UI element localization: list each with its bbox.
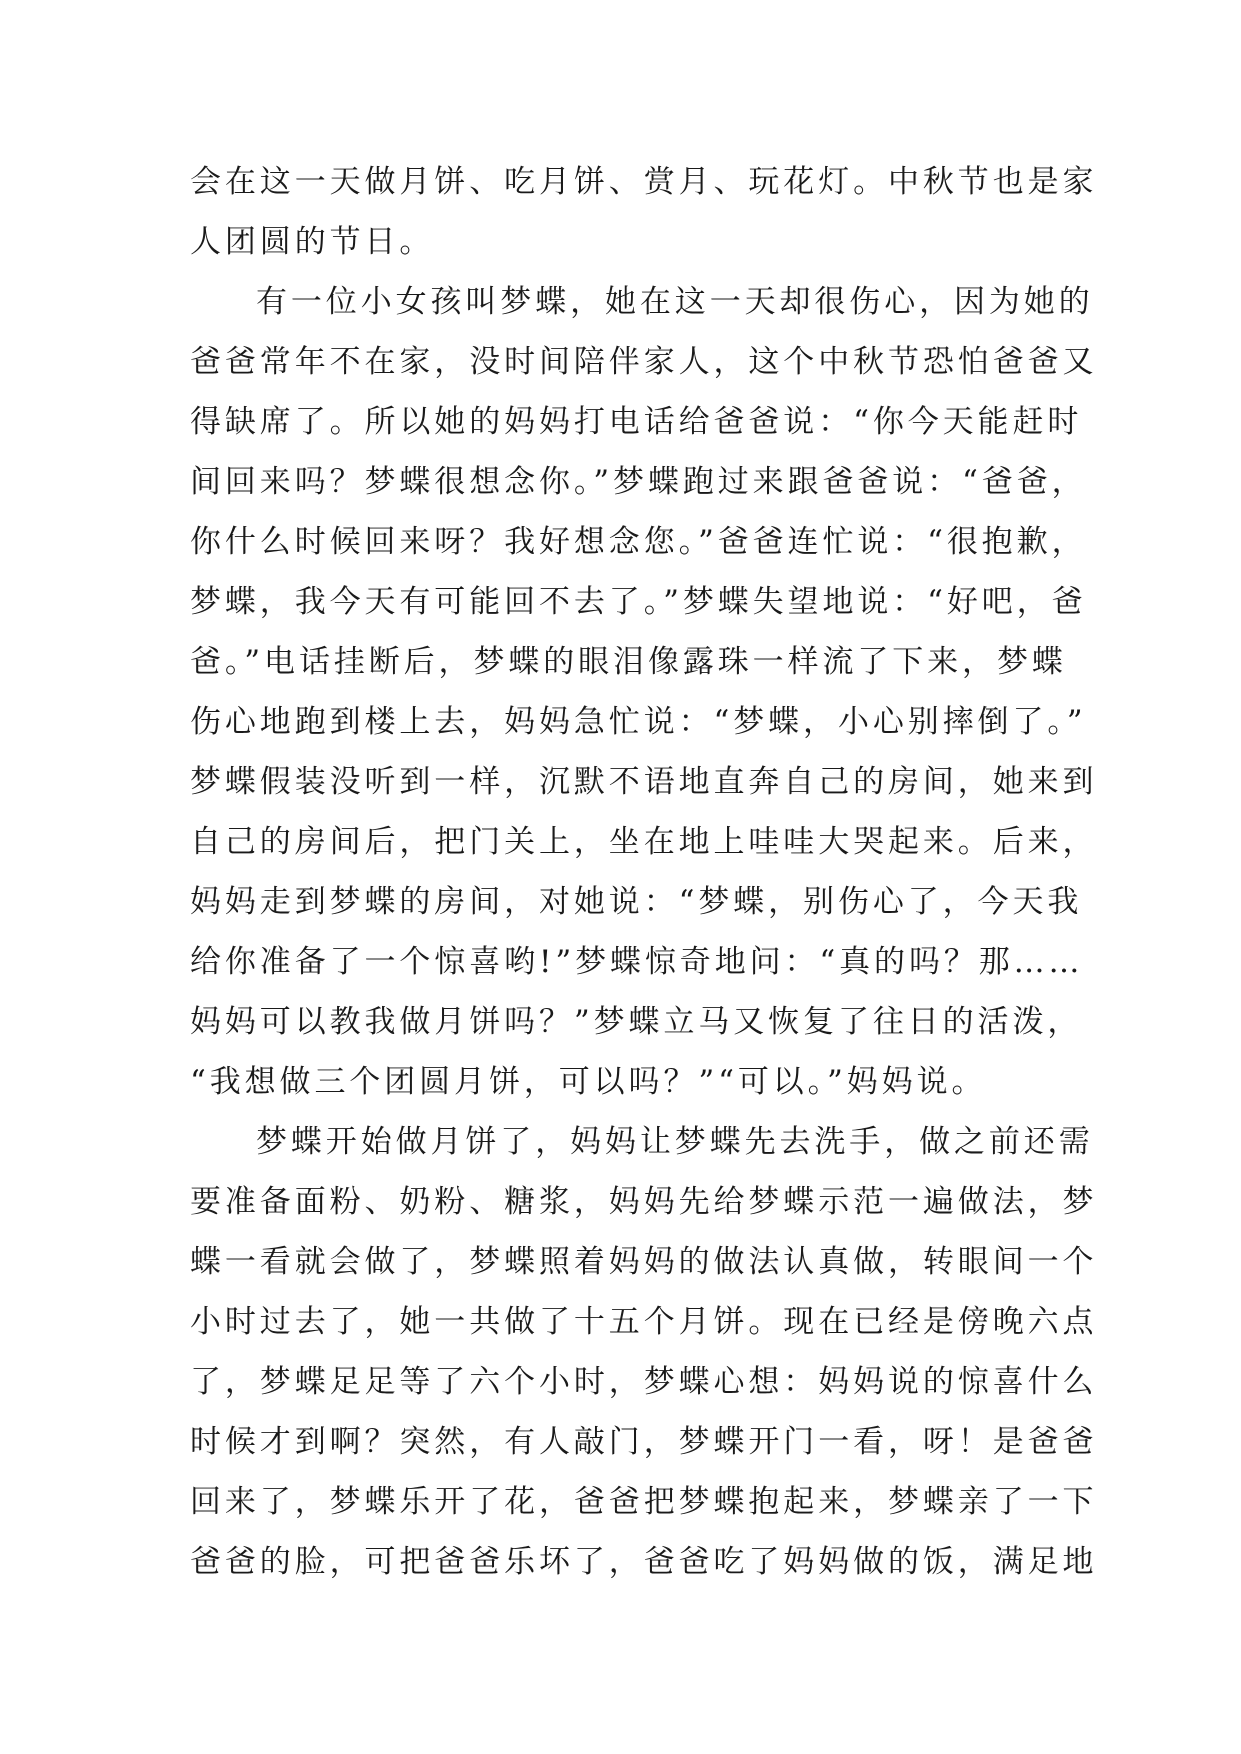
text-line: 了，梦蝶足足等了六个小时，梦蝶心想：妈妈说的惊喜什么 <box>190 1364 1098 1400</box>
text-line: 爸爸的脸，可把爸爸乐坏了，爸爸吃了妈妈做的饭，满足地 <box>190 1544 1098 1580</box>
text-line: 时候才到啊？突然，有人敲门，梦蝶开门一看，呀！是爸爸 <box>190 1424 1098 1460</box>
text-line: 爸爸常年不在家，没时间陪伴家人，这个中秋节恐怕爸爸又 <box>190 344 1098 380</box>
text-line: 得缺席了。所以她的妈妈打电话给爸爸说：“你今天能赶时 <box>190 404 1083 440</box>
text-line: 人团圆的节日。 <box>190 224 435 260</box>
text-line: 间回来吗？梦蝶很想念你。”梦蝶跑过来跟爸爸说：“爸爸， <box>190 464 1087 500</box>
text-line: 爸。”电话挂断后，梦蝶的眼泪像露珠一样流了下来，梦蝶 <box>190 644 1067 680</box>
text-line: 蝶一看就会做了，梦蝶照着妈妈的做法认真做，转眼间一个 <box>190 1244 1098 1280</box>
text-line: 自己的房间后，把门关上，坐在地上哇哇大哭起来。后来， <box>190 824 1098 860</box>
text-line: 小时过去了，她一共做了十五个月饼。现在已经是傍晚六点 <box>190 1304 1098 1340</box>
story-text <box>190 152 1098 1592</box>
paragraph-start-line: 梦蝶开始做月饼了，妈妈让梦蝶先去洗手，做之前还需 <box>256 1124 1094 1160</box>
paragraph-start-line: 有一位小女孩叫梦蝶，她在这一天却很伤心，因为她的 <box>256 284 1094 320</box>
text-line: 妈妈可以教我做月饼吗？”梦蝶立马又恢复了往日的活泼， <box>190 1004 1083 1040</box>
text-line: 要准备面粉、奶粉、糖浆，妈妈先给梦蝶示范一遍做法，梦 <box>190 1184 1098 1220</box>
text-line: 给你准备了一个惊喜哟!”梦蝶惊奇地问：“真的吗？那…… <box>190 944 1084 980</box>
text-line: 妈妈走到梦蝶的房间，对她说：“梦蝶，别伤心了，今天我 <box>190 884 1083 920</box>
text-line: “我想做三个团圆月饼，可以吗？”“可以。”妈妈说。 <box>190 1064 987 1100</box>
text-line: 梦蝶假装没听到一样，沉默不语地直奔自己的房间，她来到 <box>190 764 1098 800</box>
text-line: 梦蝶，我今天有可能回不去了。”梦蝶失望地说：“好吧，爸 <box>190 584 1087 620</box>
text-line: 你什么时候回来呀？我好想念您。”爸爸连忙说：“很抱歉， <box>190 524 1087 560</box>
text-line: 会在这一天做月饼、吃月饼、赏月、玩花灯。中秋节也是家 <box>190 164 1098 200</box>
text-line: 回来了，梦蝶乐开了花，爸爸把梦蝶抱起来，梦蝶亲了一下 <box>190 1484 1098 1520</box>
text-line: 伤心地跑到楼上去，妈妈急忙说：“梦蝶，小心别摔倒了。” <box>190 704 1087 740</box>
